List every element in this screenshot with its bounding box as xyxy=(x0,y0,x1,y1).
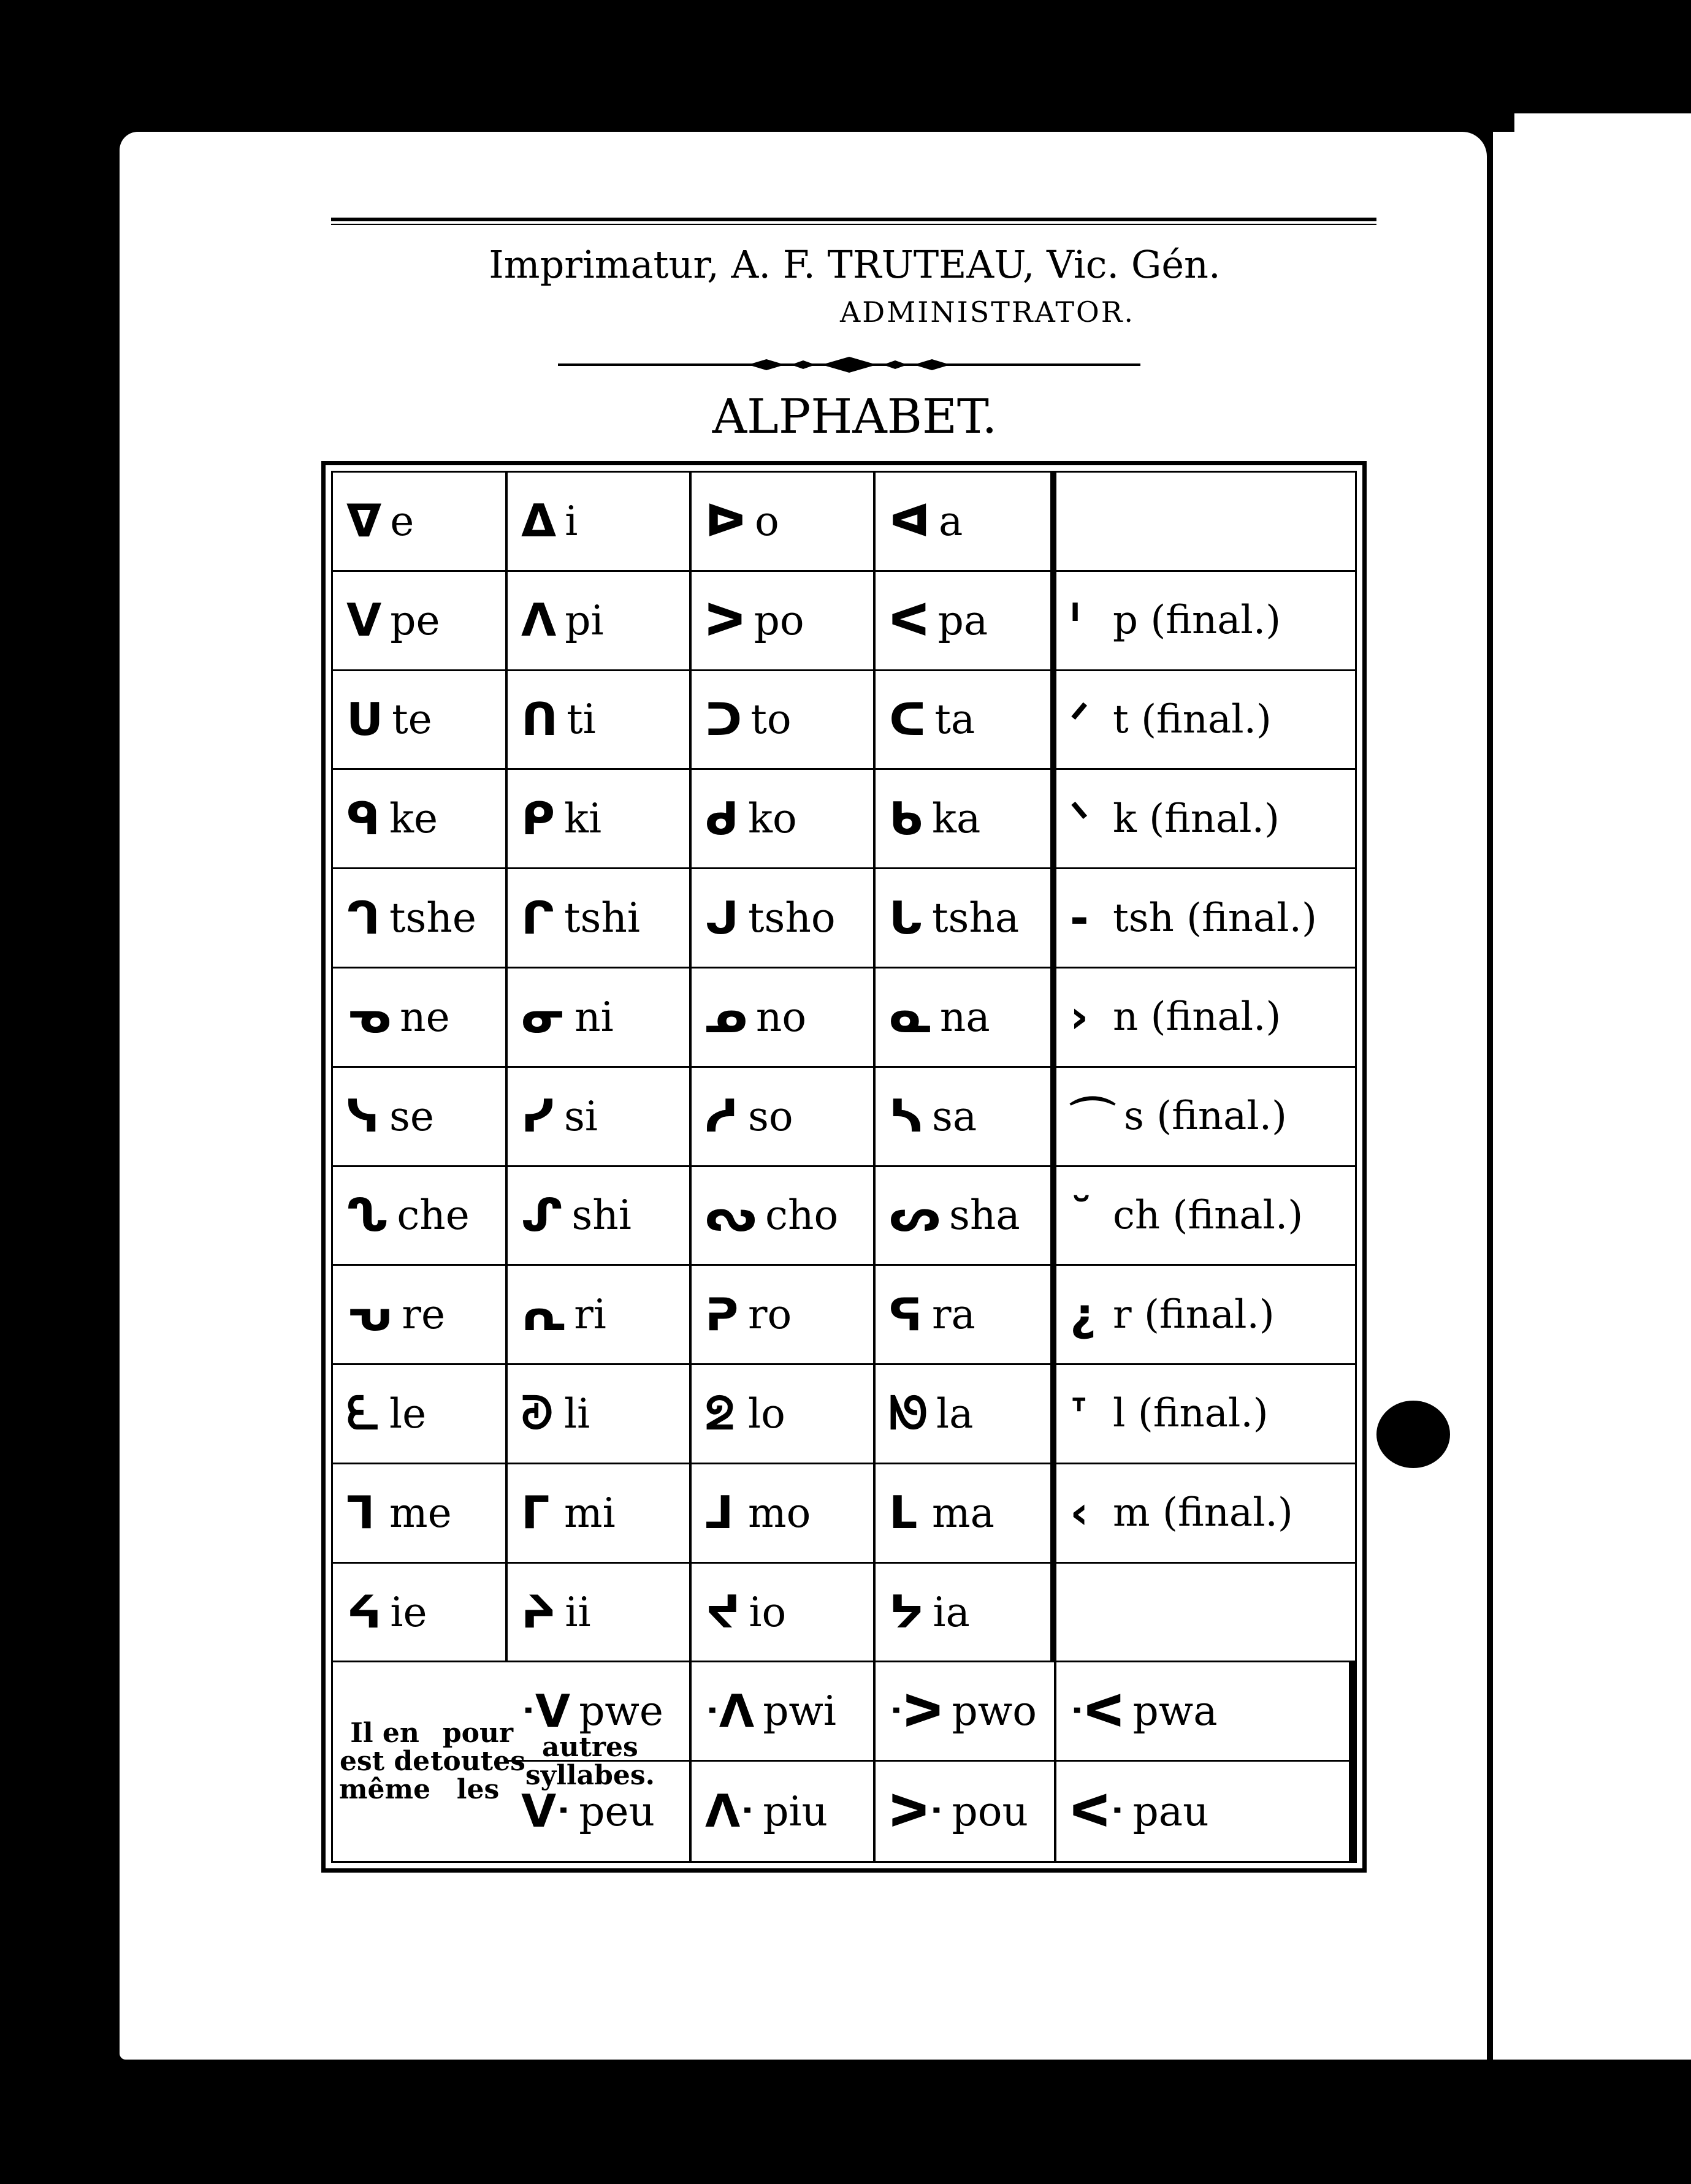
syllabic-glyph: ᑌ xyxy=(346,693,384,746)
syllable-label: so xyxy=(748,1092,793,1140)
syllable-label: ri xyxy=(574,1291,606,1339)
syllabic-glyph: ᒥ xyxy=(521,1486,550,1540)
syllabic-glyph: ᓇ xyxy=(889,991,931,1044)
syllabic-glyph: ⌒ xyxy=(1070,1094,1115,1147)
syllabic-glyph: ᓭ xyxy=(346,1090,380,1143)
syllabic-glyph: ᘚ xyxy=(889,1387,928,1440)
table-cell xyxy=(333,1068,508,1167)
syllabic-glyph: ᒪ xyxy=(889,1486,918,1540)
syllabic-glyph: ᒍ xyxy=(705,891,739,945)
table-cell xyxy=(1056,572,1355,671)
syllable-label: pa xyxy=(937,596,988,644)
syllabic-glyph: › xyxy=(1070,991,1089,1044)
syllabic-glyph: ᔨ xyxy=(521,1586,557,1639)
syllable-label: cho xyxy=(765,1192,839,1239)
syllabic-glyph: ᐧᐸ xyxy=(1070,1684,1124,1738)
syllable-label: o xyxy=(754,497,779,545)
syllable-label: ro xyxy=(748,1291,792,1339)
final-label: m (final.) xyxy=(1113,1490,1293,1536)
syllabic-glyph: ᐁ xyxy=(346,495,382,548)
table-cell xyxy=(508,1266,692,1365)
final-label: t (final.) xyxy=(1113,696,1272,742)
syllabic-glyph: ᕋ xyxy=(889,1288,923,1341)
table-cell xyxy=(333,968,508,1068)
alphabet-title: ALPHABET. xyxy=(712,389,998,444)
final-label: p (final.) xyxy=(1113,598,1281,644)
table-cell xyxy=(508,1464,692,1564)
note-line: pour toutes les xyxy=(430,1718,525,1806)
syllable-label: pau xyxy=(1132,1787,1209,1835)
table-cell xyxy=(508,1762,692,1861)
table-cell xyxy=(876,1464,1056,1564)
syllable-label: to xyxy=(750,696,792,744)
syllabic-glyph: ᘍ xyxy=(346,1387,380,1440)
table-cell xyxy=(333,1564,508,1663)
syllable-label: ma xyxy=(932,1489,994,1537)
table-cell xyxy=(333,770,508,869)
syllabic-glyph: ᐯᐧ xyxy=(521,1785,571,1838)
table-cell xyxy=(876,1068,1056,1167)
syllabic-glyph: ᐸᐧ xyxy=(1070,1785,1124,1838)
syllabic-glyph: ᓴ xyxy=(889,1090,923,1143)
table-cell xyxy=(508,1167,692,1266)
syllable-label: ni xyxy=(574,993,614,1041)
table-cell xyxy=(1056,1167,1355,1266)
table-cell xyxy=(1056,869,1355,968)
table-cell xyxy=(876,770,1056,869)
syllabic-glyph: ᐪ xyxy=(1070,1387,1088,1440)
syllabic-glyph: ᐟ xyxy=(1070,693,1090,746)
syllabic-glyph: ᘑ xyxy=(521,1387,554,1440)
syllable-label: tshi xyxy=(564,894,641,942)
table-cell xyxy=(876,968,1056,1068)
syllabic-glyph: ᓱ xyxy=(705,1090,739,1143)
syllabic-glyph: ᐱᐧ xyxy=(705,1785,755,1838)
syllable-label: ke xyxy=(389,795,438,843)
syllabic-glyph: ᓄ xyxy=(705,991,747,1044)
ink-blot xyxy=(1376,1401,1450,1468)
table-cell xyxy=(876,473,1056,572)
syllabic-glyph: - xyxy=(1070,891,1089,945)
syllabic-glyph: ᐳᐧ xyxy=(889,1785,944,1838)
syllable-label: ii xyxy=(565,1588,591,1636)
table-cell xyxy=(692,1266,876,1365)
syllabic-glyph: ᑭ xyxy=(521,792,555,845)
syllable-label: me xyxy=(389,1489,452,1537)
syllabic-glyph: ᐧᐯ xyxy=(521,1684,571,1738)
syllable-label: sha xyxy=(949,1192,1020,1239)
syllabic-glyph: ᘖ xyxy=(705,1387,735,1440)
syllable-label: pwa xyxy=(1132,1687,1218,1735)
syllabic-glyph: ᐧᐱ xyxy=(705,1684,755,1738)
syllable-label: pwi xyxy=(763,1687,837,1735)
table-cell xyxy=(692,1762,876,1861)
table-cell xyxy=(876,869,1056,968)
table-cell xyxy=(333,671,508,770)
table-cell xyxy=(333,1266,508,1365)
table-cell xyxy=(1056,473,1355,572)
syllabic-glyph: ᐧᐳ xyxy=(889,1684,944,1738)
syllabic-glyph: ᔓ xyxy=(705,1189,757,1242)
table-cell xyxy=(692,968,876,1068)
syllabic-glyph: ᑫ xyxy=(346,792,380,845)
table-cell xyxy=(508,473,692,572)
final-label: s (final.) xyxy=(1124,1094,1287,1140)
syllabic-glyph: ᔭ xyxy=(889,1586,925,1639)
syllable-label: ne xyxy=(400,993,450,1041)
syllable-label: a xyxy=(938,497,963,545)
syllabic-glyph: ᔪ xyxy=(705,1586,741,1639)
syllable-label: piu xyxy=(763,1787,828,1835)
table-cell xyxy=(1056,1266,1355,1365)
syllable-label: ti xyxy=(567,696,596,744)
syllable-label: ka xyxy=(932,795,981,843)
syllabic-glyph: ᔦ xyxy=(346,1586,382,1639)
final-label: k (final.) xyxy=(1113,796,1280,842)
top-rule xyxy=(331,218,1376,225)
note-line: Il en est de même xyxy=(339,1718,431,1806)
table-cell xyxy=(692,1464,876,1564)
syllable-label: che xyxy=(397,1192,470,1239)
table-cell xyxy=(333,572,508,671)
syllable-label: ia xyxy=(933,1588,970,1636)
syllable-label: tshe xyxy=(389,894,476,942)
table-cell xyxy=(876,1564,1056,1663)
syllabic-glyph: ᒋ xyxy=(521,891,555,945)
syllabic-glyph: ᕆ xyxy=(521,1288,566,1341)
syllabic-glyph: ᐠ xyxy=(1070,792,1090,845)
syllabic-glyph: ᐊ xyxy=(889,495,930,548)
syllabic-glyph: ᑎ xyxy=(521,693,559,746)
table-cell xyxy=(692,1365,876,1464)
table-cell xyxy=(876,1167,1056,1266)
table-cell xyxy=(333,1365,508,1464)
syllable-label: shi xyxy=(571,1192,632,1239)
table-cell xyxy=(508,869,692,968)
table-cell xyxy=(508,770,692,869)
syllable-label: pwe xyxy=(579,1687,663,1735)
table-cell xyxy=(876,671,1056,770)
table-cell xyxy=(692,572,876,671)
imprimatur-line: Imprimatur, A. F. TRUTEAU, Vic. Gén. xyxy=(489,242,1221,287)
syllable-label: se xyxy=(389,1092,434,1140)
syllabic-glyph: ᐅ xyxy=(705,495,746,548)
syllable-label: mo xyxy=(748,1489,811,1537)
table-cell xyxy=(1056,1564,1355,1663)
syllabic-glyph: ᒣ xyxy=(346,1486,375,1540)
table-cell xyxy=(333,1167,508,1266)
syllabic-glyph: ᕃ xyxy=(346,1288,394,1341)
table-cell xyxy=(876,1662,1056,1762)
syllabic-glyph: ᕈ xyxy=(705,1288,739,1341)
syllabary-grid xyxy=(333,473,1355,1861)
syllable-label: si xyxy=(564,1092,598,1140)
table-cell xyxy=(692,671,876,770)
alphabet-table xyxy=(331,471,1357,1863)
syllabic-glyph: ᔐ xyxy=(346,1189,389,1242)
final-label: n (final.) xyxy=(1113,994,1281,1040)
syllable-label: pe xyxy=(390,596,440,644)
table-cell xyxy=(1056,1762,1355,1861)
final-label: ch (final.) xyxy=(1113,1192,1304,1238)
ornament-divider xyxy=(558,354,1140,375)
table-cell xyxy=(508,1564,692,1663)
syllabic-glyph: ᐯ xyxy=(346,594,382,647)
syllabic-glyph: ᒧ xyxy=(705,1486,734,1540)
note-line: autres syllabes. xyxy=(525,1732,655,1792)
table-cell xyxy=(692,473,876,572)
syllable-label: li xyxy=(564,1390,590,1437)
table-cell xyxy=(692,1068,876,1167)
syllable-label: na xyxy=(939,993,990,1041)
table-cell xyxy=(1056,1068,1355,1167)
syllabic-glyph: ᒐ xyxy=(889,891,923,945)
table-cell xyxy=(692,1564,876,1663)
syllable-label: sa xyxy=(932,1092,977,1140)
syllable-label: e xyxy=(390,497,414,545)
syllabic-glyph: ᓯ xyxy=(521,1090,555,1143)
table-cell xyxy=(508,1068,692,1167)
table-cell xyxy=(876,572,1056,671)
syllable-label: pou xyxy=(952,1787,1028,1835)
syllable-label: mi xyxy=(564,1489,616,1537)
table-cell xyxy=(508,572,692,671)
syllable-label: ie xyxy=(390,1588,427,1636)
syllable-label: te xyxy=(392,696,432,744)
syllable-label: le xyxy=(389,1390,427,1437)
table-cell xyxy=(1056,1464,1355,1564)
syllabic-glyph: ᔑ xyxy=(521,1189,563,1242)
table-cell xyxy=(692,770,876,869)
syllable-label: ra xyxy=(932,1291,975,1339)
syllable-label: lo xyxy=(748,1390,785,1437)
table-cell xyxy=(508,968,692,1068)
syllable-label: no xyxy=(755,993,807,1041)
table-cell xyxy=(1056,671,1355,770)
table-cell xyxy=(1056,1662,1355,1762)
table-cell xyxy=(692,869,876,968)
syllable-label: la xyxy=(936,1390,974,1437)
syllabic-glyph: ¿ xyxy=(1070,1288,1096,1341)
table-cell xyxy=(876,1365,1056,1464)
syllabic-glyph: ᑯ xyxy=(705,792,739,845)
syllable-label: po xyxy=(754,596,804,644)
syllabic-glyph: ᔕ xyxy=(889,1189,941,1242)
syllabic-glyph: ᓂ xyxy=(521,991,567,1044)
syllabic-glyph: ᑊ xyxy=(1070,594,1080,647)
table-cell xyxy=(1056,1365,1355,1464)
syllable-label: ta xyxy=(934,696,975,744)
table-cell xyxy=(692,1167,876,1266)
syllable-label: tsha xyxy=(932,894,1020,942)
syllable-label: peu xyxy=(579,1787,655,1835)
table-cell xyxy=(876,1762,1056,1861)
syllabic-glyph: ᓀ xyxy=(346,991,392,1044)
syllabic-glyph: ᐸ xyxy=(889,594,929,647)
syllabic-glyph: ᑲ xyxy=(889,792,923,845)
syllable-label: pi xyxy=(565,596,604,644)
syllable-label: ko xyxy=(748,795,797,843)
table-cell xyxy=(508,1365,692,1464)
syllabic-glyph: ‹ xyxy=(1070,1486,1089,1540)
syllabic-glyph: ᑕ xyxy=(889,693,926,746)
syllabic-glyph: ᒉ xyxy=(346,891,380,945)
syllable-label: tsho xyxy=(748,894,836,942)
syllabic-glyph: ˘ xyxy=(1070,1189,1093,1242)
syllable-label: pwo xyxy=(952,1687,1037,1735)
table-cell xyxy=(876,1266,1056,1365)
final-label: tsh (final.) xyxy=(1113,895,1317,941)
syllabic-glyph: ᑐ xyxy=(705,693,742,746)
table-cell xyxy=(333,1464,508,1564)
table-cell xyxy=(508,671,692,770)
table-cell xyxy=(333,473,508,572)
syllabic-glyph: ᐱ xyxy=(521,594,557,647)
syllabic-glyph: ᐃ xyxy=(521,495,557,548)
table-cell xyxy=(692,1662,876,1762)
final-label: r (final.) xyxy=(1113,1292,1275,1337)
table-cell xyxy=(1056,770,1355,869)
syllable-label: io xyxy=(749,1588,787,1636)
table-cell xyxy=(333,869,508,968)
administrator-line: ADMINISTRATOR. xyxy=(840,295,1135,329)
syllable-label: ki xyxy=(564,795,602,843)
syllabic-glyph: ᐳ xyxy=(705,594,746,647)
final-label: l (final.) xyxy=(1113,1391,1269,1437)
syllable-label: i xyxy=(565,497,578,545)
syllable-label: re xyxy=(402,1291,446,1339)
table-cell xyxy=(1056,968,1355,1068)
